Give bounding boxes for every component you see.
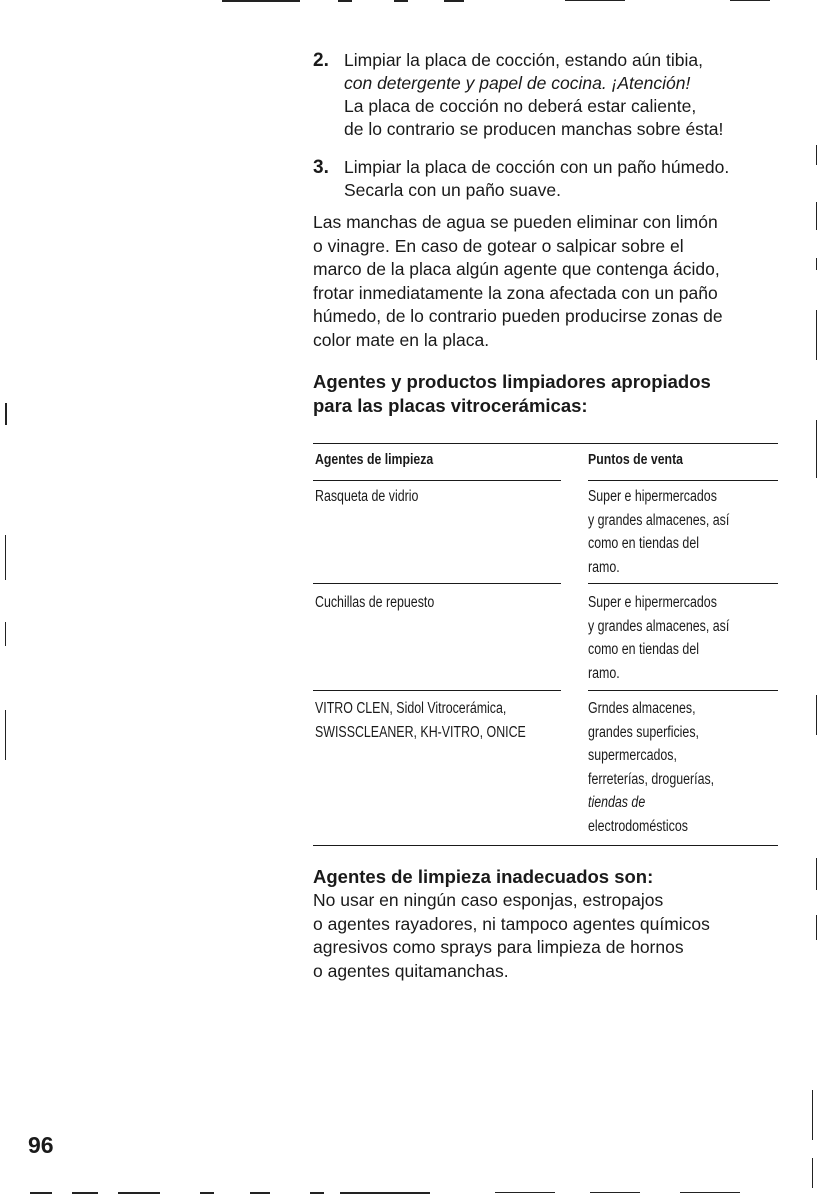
paragraph-line: color mate en la placa. bbox=[313, 329, 490, 350]
heading-line: Agentes y productos limpiadores apropiados bbox=[313, 371, 711, 392]
table-row-1-agent: Rasqueta de vidrio bbox=[315, 488, 419, 505]
sales-line: y grandes almacenes, así bbox=[588, 617, 730, 635]
sales-line: tiendas de bbox=[588, 794, 646, 811]
step-line: La placa de cocción no deberá estar caliente, bbox=[344, 96, 697, 116]
paragraph-line: Las manchas de agua se pueden eliminar con limón bbox=[313, 212, 718, 232]
table-row-3-agent bbox=[315, 697, 526, 744]
heading-line: para las placas vitrocerámicas: bbox=[313, 395, 588, 416]
sales-line: supermercados, bbox=[588, 747, 677, 764]
header-agents: Agentes de limpieza bbox=[315, 451, 434, 468]
scan-edge-mark bbox=[394, 0, 408, 2]
scan-edge-mark bbox=[816, 258, 817, 270]
step-number: 3. bbox=[313, 157, 329, 178]
unsuitable-agents-paragraph bbox=[313, 889, 778, 983]
paragraph-line: marco de la placa algún agente que contenga ácido, bbox=[313, 259, 720, 279]
header-sales-points: Puntos de venta bbox=[588, 451, 684, 468]
scan-edge-mark bbox=[680, 1192, 740, 1193]
scan-edge-mark bbox=[816, 310, 817, 360]
sales-line: ferreterías, droguerías, bbox=[588, 770, 715, 788]
row-rule bbox=[313, 583, 561, 584]
scan-edge-mark bbox=[495, 1192, 555, 1193]
step-line: de lo contrario se producen manchas sobre ésta! bbox=[344, 119, 724, 139]
scan-edge-mark bbox=[5, 535, 6, 580]
scan-edge-mark bbox=[812, 1090, 813, 1140]
paragraph-line: o vinagre. En caso de gotear o salpicar sobre el bbox=[313, 235, 684, 256]
scan-edge-mark bbox=[340, 1192, 430, 1194]
table-top-rule bbox=[313, 443, 778, 444]
step-line: con detergente y papel de cocina. ¡Atención! bbox=[344, 73, 691, 93]
scan-edge-mark bbox=[565, 0, 625, 1]
row-rule bbox=[588, 690, 778, 691]
unsuitable-agents-heading: Agentes de limpieza inadecuados son: bbox=[313, 866, 654, 887]
scan-edge-mark bbox=[200, 1192, 214, 1194]
scan-edge-mark bbox=[816, 695, 817, 735]
agent-line: SWISSCLEANER, KH-VITRO, ONICE bbox=[315, 723, 526, 741]
scan-edge-mark bbox=[250, 1192, 270, 1194]
page-number: 96 bbox=[28, 1132, 54, 1158]
step-number: 2. bbox=[313, 50, 329, 71]
table-row-2-agent: Cuchillas de repuesto bbox=[315, 594, 435, 611]
agent-line: VITRO CLEN, Sidol Vitrocerámica, bbox=[315, 700, 507, 717]
sales-line: Super e hipermercados bbox=[588, 594, 717, 611]
row-rule bbox=[588, 583, 778, 584]
paragraph-line: húmedo, de lo contrario pueden producirse zonas de bbox=[313, 306, 723, 326]
scan-edge-mark bbox=[72, 1192, 98, 1194]
step-2 bbox=[313, 49, 778, 141]
scan-edge-mark bbox=[338, 0, 352, 2]
sales-line: ramo. bbox=[588, 664, 620, 682]
paragraph-line: o agentes rayadores, ni tampoco agentes químicos bbox=[313, 913, 710, 934]
table-row-3-sales bbox=[588, 697, 714, 838]
sales-line: Grndes almacenes, bbox=[588, 700, 696, 717]
scan-edge-mark bbox=[812, 1158, 813, 1188]
scan-edge-mark bbox=[5, 622, 6, 646]
scan-edge-mark bbox=[310, 1192, 324, 1194]
paragraph-line: frotar inmediatamente la zona afectada con un paño bbox=[313, 282, 718, 303]
scan-edge-mark bbox=[590, 1192, 640, 1193]
scan-edge-mark bbox=[816, 202, 817, 230]
water-stains-paragraph bbox=[313, 211, 778, 352]
sales-line: grandes superficies, bbox=[588, 723, 699, 741]
scan-edge-mark bbox=[816, 420, 817, 478]
step-3 bbox=[313, 156, 778, 202]
scan-edge-mark bbox=[5, 710, 6, 760]
step-text bbox=[344, 49, 778, 141]
paragraph-line: agresivos como sprays para limpieza de hornos bbox=[313, 937, 684, 957]
header-rule bbox=[313, 480, 561, 481]
row-rule bbox=[313, 690, 561, 691]
suitable-agents-heading bbox=[313, 370, 778, 418]
sales-line: electrodomésticos bbox=[588, 817, 688, 835]
table-row-1-sales bbox=[588, 485, 729, 579]
step-line: Limpiar la placa de cocción, estando aún tibia, bbox=[344, 50, 703, 70]
sales-line: Super e hipermercados bbox=[588, 488, 717, 505]
scan-edge-mark bbox=[816, 858, 817, 890]
sales-line: como en tiendas del bbox=[588, 641, 699, 658]
scan-edge-mark bbox=[222, 0, 300, 2]
scan-edge-mark bbox=[5, 403, 7, 425]
table-bottom-rule bbox=[313, 845, 778, 846]
sales-line: y grandes almacenes, así bbox=[588, 511, 730, 529]
scan-edge-mark bbox=[30, 1192, 52, 1194]
scan-edge-mark bbox=[816, 145, 817, 165]
scan-edge-mark bbox=[444, 0, 464, 2]
header-rule bbox=[588, 480, 778, 481]
step-text bbox=[344, 156, 778, 202]
sales-line: ramo. bbox=[588, 558, 620, 576]
table-row-2-sales bbox=[588, 591, 729, 685]
scan-edge-mark bbox=[816, 915, 817, 940]
step-line: Secarla con un paño suave. bbox=[344, 180, 561, 200]
scan-edge-mark bbox=[730, 0, 770, 1]
scan-edge-mark bbox=[118, 1192, 160, 1194]
step-line: Limpiar la placa de cocción con un paño húmedo. bbox=[344, 157, 730, 177]
sales-line: como en tiendas del bbox=[588, 535, 699, 552]
paragraph-line: o agentes quitamanchas. bbox=[313, 960, 509, 981]
paragraph-line: No usar en ningún caso esponjas, estropajos bbox=[313, 890, 664, 910]
